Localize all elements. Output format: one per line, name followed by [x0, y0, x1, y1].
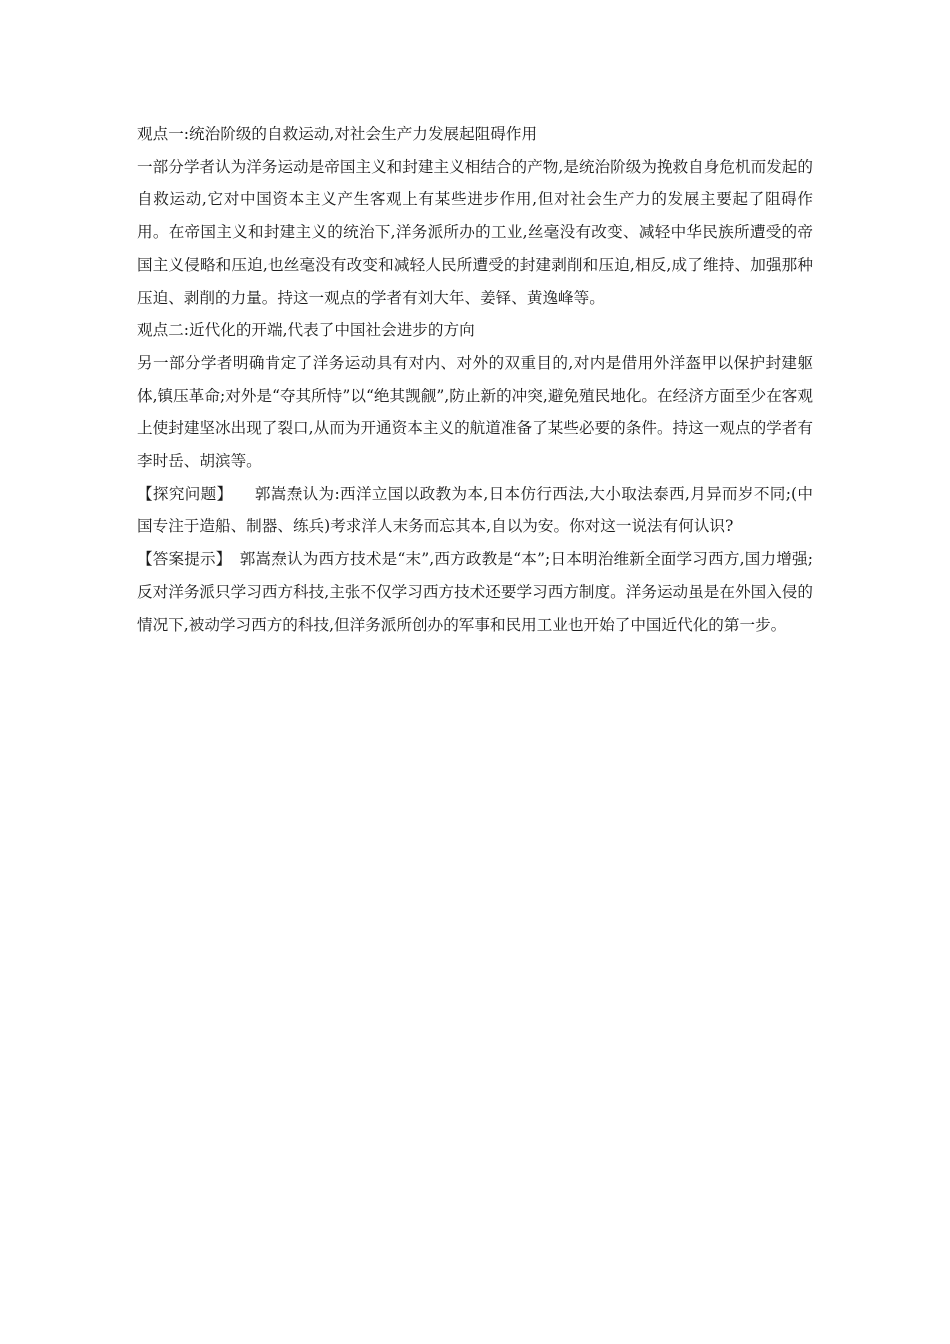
answer-label: 【答案提示】	[137, 550, 232, 569]
answer-paragraph	[137, 543, 813, 641]
view2-paragraph: 另一部分学者明确肯定了洋务运动具有对内、对外的双重目的,对内是借用外洋盔甲以保护封建躯体,镇压革命;对外是“夺其所恃”以“绝其觊觎”,防止新的冲突,避免殖民地化。在经济方面至少在客观上使封建坚冰出现了裂口,从而为开通资本主义的航道准备了某些必要的条件。持这一观点的学者有李时岳、胡滨等。	[137, 353, 813, 471]
view2-heading: 观点二:近代化的开端,代表了中国社会进步的方向	[137, 321, 475, 340]
view1-heading: 观点一:统治阶级的自救运动,对社会生产力发展起阻碍作用	[137, 125, 538, 143]
answer-text: 郭嵩焘认为西方技术是“末”,西方政教是“本”;日本明治维新全面学习西方,国力增强;反对洋务派只学习西方科技,主张不仅学习西方技术还要学习西方制度。洋务运动虽是在外国入侵的情况下,被动学习西方的科技,但洋务派所创办的军事和民用工业也开始了中国近代化的第一步。	[137, 550, 813, 634]
view1-paragraph: 一部分学者认为洋务运动是帝国主义和封建主义相结合的产物,是统治阶级为挽救自身危机而发起的自救运动,它对中国资本主义产生客观上有某些进步作用,但对社会生产力的发展主要起了阻碍作用。在帝国主义和封建主义的统治下,洋务派所办的工业,丝毫没有改变、减轻中华民族所遭受的帝国主义侵略和压迫,也丝毫没有改变和减轻人民所遭受的封建剥削和压迫,相反,成了维持、加强那种压迫、剥削的力量。持这一观点的学者有刘大年、姜铎、黄逸峰等。	[137, 157, 813, 307]
question-label: 【探究问题】	[137, 484, 233, 503]
document-page	[137, 118, 813, 641]
question-paragraph	[137, 478, 813, 543]
question-text: 郭嵩焘认为:西洋立国以政教为本,日本仿行西法,大小取法泰西,月异而岁不同;(中国专注于造船、制器、练兵)考求洋人末务而忘其本,自以为安。你对这一说法有何认识?	[137, 484, 813, 536]
